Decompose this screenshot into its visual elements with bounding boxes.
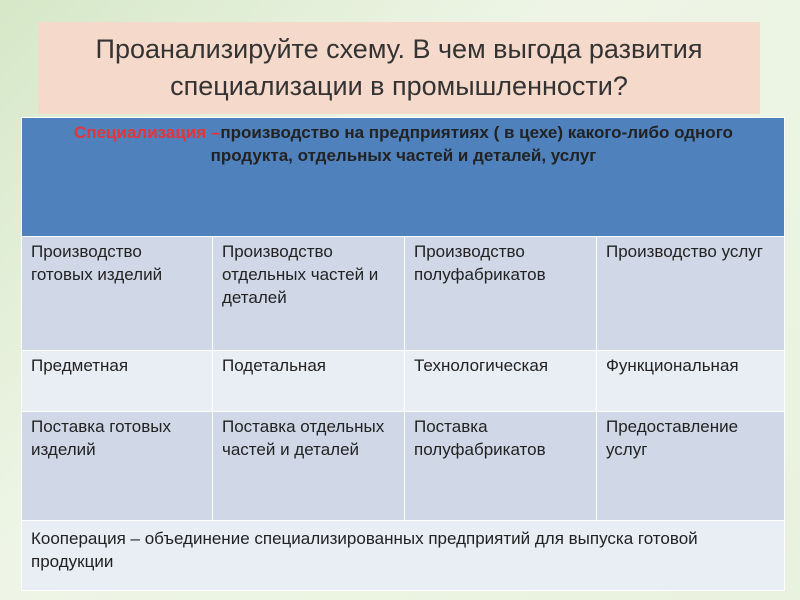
definition-term: Специализация –	[74, 123, 221, 142]
table-cell: Функциональная	[597, 351, 785, 412]
table-cell: Поставка полуфабрикатов	[405, 412, 597, 521]
table-cell: Поставка отдельных частей и деталей	[213, 412, 405, 521]
table-cell: Предоставление услуг	[597, 412, 785, 521]
table-row	[22, 237, 785, 351]
table-row	[22, 351, 785, 412]
table-cell: Производство отдельных частей и деталей	[213, 237, 405, 351]
table-cell: Предметная	[22, 351, 213, 412]
slide-title: Проанализируйте схему. В чем выгода развития специализации в промышленности?	[95, 34, 703, 101]
table-cell: Производство услуг	[597, 237, 785, 351]
table-cell: Подетальная	[213, 351, 405, 412]
table-row	[22, 412, 785, 521]
definition-text: производство на предприятиях ( в цехе) какого-либо одного продукта, отдельных частей и деталей, услуг	[210, 123, 733, 165]
footer-row	[22, 521, 785, 591]
table-cell: Поставка готовых изделий	[22, 412, 213, 521]
table-cell: Производство полуфабрикатов	[405, 237, 597, 351]
specialization-table	[21, 117, 785, 591]
slide-title-box	[38, 22, 760, 114]
table-cell: Технологическая	[405, 351, 597, 412]
table-cell: Производство готовых изделий	[22, 237, 213, 351]
definition-cell	[22, 118, 785, 237]
cooperation-note: Кооперация – объединение специализированных предприятий для выпуска готовой продукции	[22, 521, 785, 591]
definition-row	[22, 118, 785, 237]
